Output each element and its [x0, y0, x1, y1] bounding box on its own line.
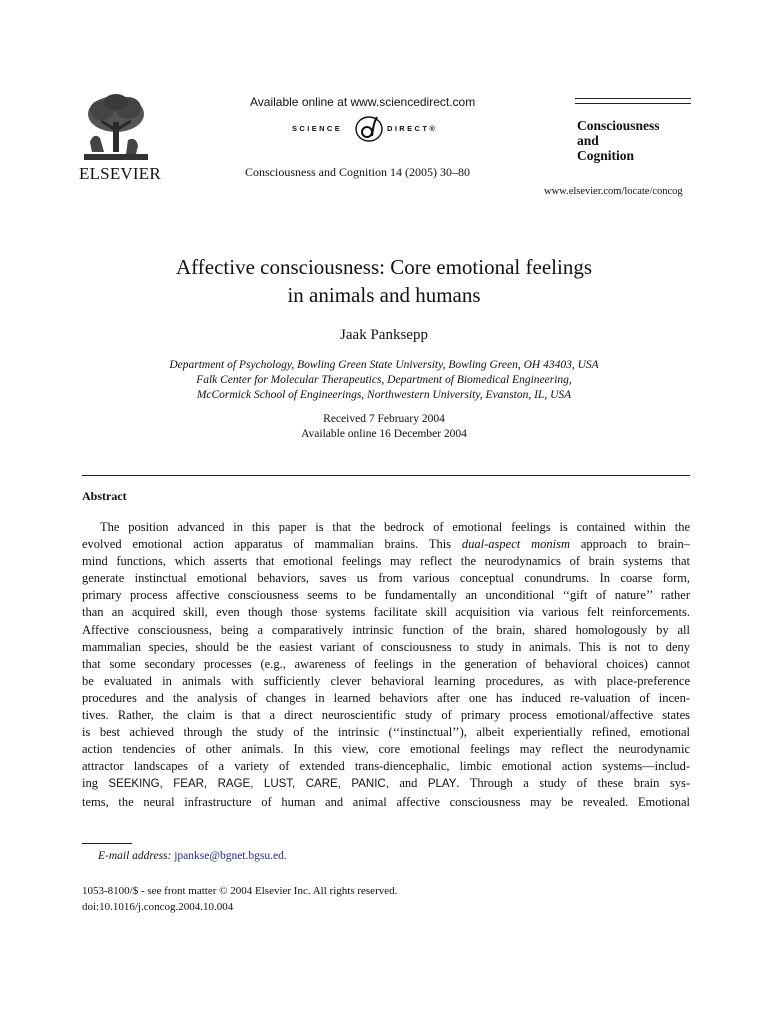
- article-title: [0, 253, 768, 309]
- journal-name-line: Consciousness: [577, 118, 660, 133]
- journal-name-line: and: [577, 133, 599, 148]
- header-rule-thin: [575, 103, 691, 104]
- section-divider: [82, 475, 690, 476]
- copyright-line: 1053-8100/$ - see front matter © 2004 Elsevier Inc. All rights reserved.: [82, 885, 398, 897]
- abstract-body: [82, 519, 690, 811]
- email-link[interactable]: jpankse@bgnet.bgsu.ed.: [174, 850, 287, 862]
- abstract-line: [82, 536, 690, 553]
- abstract-line: mind functions, which asserts that emotional feelings may reflect the neurodynamics of brain systems that: [82, 554, 690, 569]
- abstract-text: and: [388, 776, 428, 791]
- abstract-emphasis: dual-aspect monism: [461, 537, 570, 552]
- abstract-heading: Abstract: [82, 489, 127, 503]
- abstract-line: tems, the neural infrastructure of human and animal affective consciousness may be revealed. Emotional: [82, 794, 690, 809]
- abstract-line: primary process affective consciousness seems to be fundamentally an unconditional ‘‘gift of nature’’ rather: [82, 588, 690, 603]
- affiliation-line: Department of Psychology, Bowling Green State University, Bowling Green, OH 43403, USA: [169, 359, 599, 371]
- abstract-line: attractor landscapes of a variety of extended trans-diencephalic, limbic emotional action systems—includ-: [82, 759, 690, 774]
- abstract-line: than an acquired skill, even though those systems facilitate skill acquisition via various felt reinforcements.: [82, 605, 690, 620]
- abstract-line: that some secondary processes (e.g., awareness of feelings in the generation of behavioral choices) cannot: [82, 656, 690, 671]
- affiliation-line: Falk Center for Molecular Therapeutics, Department of Biomedical Engineering,: [196, 374, 572, 386]
- title-line: Affective consciousness: Core emotional feelings: [175, 255, 592, 279]
- affiliation-line: McCormick School of Engineerings, Northwestern University, Evanston, IL, USA: [196, 389, 572, 401]
- abstract-line: The position advanced in this paper is that the bedrock of emotional feelings is contained within the: [100, 520, 690, 534]
- abstract-line: action tendencies of other animals. In this view, core emotional feelings may reflect the neurodynamic: [82, 742, 690, 757]
- received-date: Received 7 February 2004: [323, 413, 445, 425]
- copyright-block: [82, 883, 397, 915]
- sciencedirect-d-icon: [354, 114, 384, 144]
- abstract-line: is best achieved through the study of the intrinsic (‘‘instinctual’’), albeit experientially refined, emotional: [82, 725, 690, 740]
- abstract-line: tives. Rather, the claim is that a direct neuroscientific study of primary process emotional/affective states: [82, 708, 690, 723]
- affiliation: [0, 358, 768, 403]
- abstract-text: evolved emotional action apparatus of mammalian brains. This: [82, 537, 462, 552]
- elsevier-tree-logo: [82, 92, 150, 162]
- doi-line[interactable]: doi:10.1016/j.concog.2004.10.004: [82, 901, 234, 913]
- journal-citation: Consciousness and Cognition 14 (2005) 30–80: [245, 165, 470, 179]
- abstract-line: procedures and the analysis of changes in learned behaviors after one has induced re-valuation of incen-: [82, 690, 690, 705]
- header-rule: [575, 98, 691, 99]
- abstract-text: ing: [82, 776, 109, 791]
- journal-url[interactable]: www.elsevier.com/locate/concog: [544, 186, 683, 197]
- title-line: in animals and humans: [287, 283, 481, 307]
- journal-name-line: Cognition: [577, 148, 635, 163]
- article-dates: [0, 412, 768, 442]
- abstract-line: [82, 775, 690, 793]
- available-date: Available online 16 December 2004: [301, 428, 467, 440]
- footnote-rule: [82, 843, 132, 844]
- email-footnote: [98, 850, 287, 862]
- available-online-text: Available online at www.sciencedirect.com: [250, 95, 476, 109]
- abstract-line: mammalian species, should be the easiest variant of consciousness to study in animals. This is not to deny: [82, 639, 690, 654]
- sd-right-text: DIRECT®: [387, 124, 438, 133]
- abstract-text: approach to brain–: [569, 537, 690, 552]
- abstract-line: generate instinctual emotional behaviors, saves us from various conceptual conundrums. In coarse form,: [82, 571, 690, 586]
- abstract-line: Affective consciousness, being a comparatively intrinsic function of the brain, shared homologously by all: [82, 622, 690, 637]
- author-name: Jaak Panksepp: [340, 327, 428, 343]
- abstract-system-names: SEEKING, FEAR, RAGE, LUST, CARE, PANIC,: [108, 778, 389, 791]
- sciencedirect-logo: [292, 114, 470, 144]
- journal-name: [577, 118, 660, 163]
- abstract-system-names: PLAY: [427, 778, 457, 791]
- sd-left-text: SCIENCE: [292, 124, 343, 133]
- email-label: E-mail address:: [98, 850, 172, 862]
- publisher-name: ELSEVIER: [79, 164, 161, 183]
- abstract-text: . Through a study of these brain sys-: [456, 776, 690, 791]
- abstract-line: be evaluated in animals with sufficiently clever behavioral learning procedures, as with place-preference: [82, 673, 690, 688]
